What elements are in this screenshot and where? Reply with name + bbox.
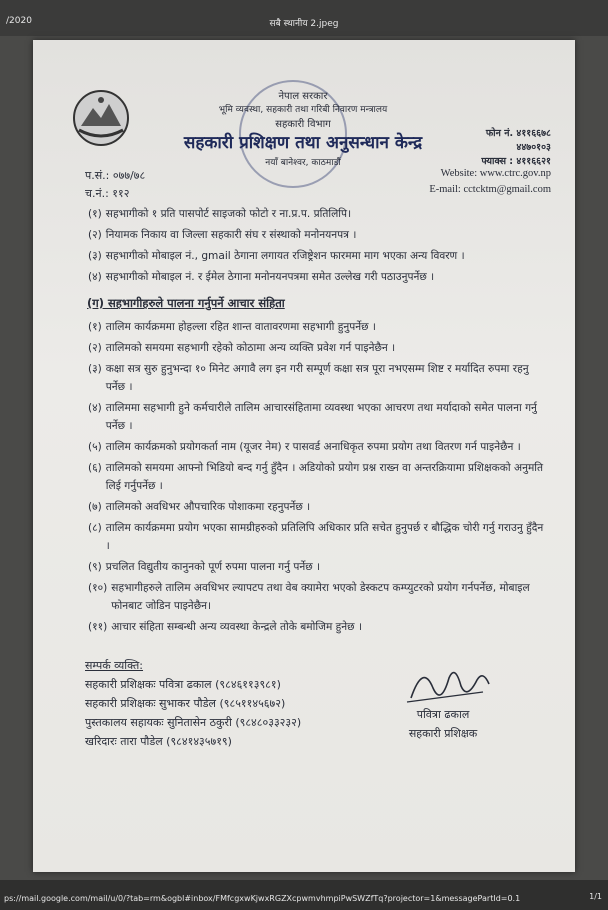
signature-icon — [403, 658, 493, 708]
email: E-mail: cctcktm@gmail.com — [429, 184, 551, 195]
list-item: (७) तालिमको अवधिभर औपचारिक पोशाकमा रहनुपर्नेछ । — [88, 501, 311, 513]
org-title: सहकारी प्रशिक्षण तथा अनुसन्धान केन्द्र — [183, 133, 423, 153]
viewer-date: /2020 — [6, 16, 32, 26]
signatory-title: सहकारी प्रशिक्षक — [408, 727, 478, 740]
phone-2: ४४७०१०३ — [516, 142, 551, 153]
list-item: (२) तालिमको समयमा सहभागी रहेको कोठामा अन्य व्यक्ति प्रवेश गर्न पाइनेछैन । — [88, 342, 396, 354]
ministry-name: भूमि व्यवस्था, सहकारी तथा गरिबी निवारण मन्त्रालय — [218, 105, 388, 115]
list-item: (६) तालिमको समयमा आफ्नो भिडियो बन्द गर्नु हुँदैन । अडियोको प्रयोग प्रश्न राख्न वा अन्तरक्रियामा प्रशिक्षकको अनुमति लिई गर्नुपर्नेछ । — [88, 462, 544, 492]
contact-line: खरिदारः तारा पौडेल (९८४१४३५७१९) — [85, 735, 232, 748]
requirements-list — [88, 205, 550, 289]
contact-line: सहकारी प्रशिक्षकः पवित्रा ढकाल (९८४६११३९८१) — [85, 678, 281, 691]
list-item: (४) तालिममा सहभागी हुने कर्मचारीले तालिम आचारसंहितामा व्यवस्था भएका आचरण तथा मर्यादाको समेत पालना गर्नु पर्नेछ । — [88, 402, 537, 432]
list-item: (१) सहभागीको १ प्रति पासपोर्ट साइजको फोटो र ना.प्र.प. प्रतिलिपि। — [88, 208, 352, 220]
list-item: (१) तालिम कार्यक्रममा होहल्ला रहित शान्त वातावरणमा सहभागी हुनुपर्नेछ । — [88, 321, 376, 333]
list-item: (९) प्रचलित विद्युतीय कानुनको पूर्ण रुपमा पालना गर्नु पर्नेछ । — [88, 561, 321, 573]
contact-line: सहकारी प्रशिक्षकः सुभाकर पौडेल (९८५११४५६७२) — [85, 697, 286, 710]
list-item: (४) सहभागीको मोबाइल नं. र ईमेल ठेगाना मनोनयनपत्रमा समेत उल्लेख गरी पठाउनुपर्नेछ । — [88, 271, 435, 283]
list-item: (८) तालिम कार्यक्रममा प्रयोग भएका सामग्रीहरुको प्रतिलिपि अधिकार प्रति सचेत हुनुपर्छ र बौद्धिक चोरी गर्नु गराउनु हुँदैन । — [88, 522, 544, 552]
source-url: ps://mail.google.com/mail/u/0/?tab=rm&ogbl#inbox/FMfcgxwKjwxRGZXcpwmvhmpiPwSWZfTq?projector=1&messagePartId=0.1 — [4, 894, 521, 903]
contact-line: पुस्तकालय सहायकः सुनितासेन ठकुरी (९८४८०३३२३२) — [85, 716, 302, 729]
viewer-filename: सबै स्थानीय 2.jpeg — [269, 19, 339, 29]
nepal-emblem-icon — [71, 88, 131, 148]
website: Website: www.ctrc.gov.np — [440, 168, 551, 179]
viewer-bottom-bar — [0, 880, 608, 910]
chalani-number: च.नं.: ११२ — [85, 187, 130, 200]
list-item: (५) तालिम कार्यक्रमको प्रयोगकर्ता नाम (यूजर नेम) र पासवर्ड अनाधिकृत रुपमा प्रयोग तथा वितरण गर्न पाइनेछैन । — [88, 441, 521, 453]
list-item: (१०) सहभागीहरुले तालिम अवधिभर ल्यापटप तथा वेब क्यामेरा भएको डेस्कटप कम्प्युटरको प्रयोग गर्नपर्नेछ, मोबाइल फोनबाट जोडिन पाइनेछैन। — [88, 582, 530, 612]
code-of-conduct-list — [88, 318, 550, 639]
section-heading: (ग) सहभागीहरुले पालना गर्नुपर्ने आचार संहिता — [87, 296, 285, 310]
viewer-top-bar — [0, 0, 608, 36]
patra-sankhya: प.सं.: ०७७/७८ — [85, 169, 146, 182]
phone: फोन नं. ४११६६७८ — [485, 128, 551, 139]
department-name: सहकारी विभाग — [275, 119, 331, 130]
list-item: (२) नियामक निकाय वा जिल्ला सहकारी संघ र संस्थाको मनोनयनपत्र । — [88, 229, 357, 241]
signatory-name: पवित्रा ढकाल — [416, 708, 470, 721]
document-page — [33, 40, 575, 872]
list-item: (३) सहभागीको मोबाइल नं., gmail ठेगाना लगायत रजिष्ट्रेशन फारममा माग भएका अन्य विवरण । — [88, 250, 465, 262]
contacts-title: सम्पर्क व्यक्ति: — [85, 659, 144, 672]
org-address: नयाँ बानेश्वर, काठमाडौं — [265, 158, 341, 168]
list-item: (३) कक्षा सत्र सुरु हुनुभन्दा १० मिनेट अगावै लग इन गरी सम्पूर्ण कक्षा सत्र पूरा नभएसम्म शिष्ट र मर्यादित रुपमा रहनु पर्नेछ । — [88, 363, 529, 393]
list-item: (११) आचार संहिता सम्बन्धी अन्य व्यवस्था केन्द्रले तोके बमोजिम हुनेछ । — [88, 621, 362, 633]
fax: फ्याक्स : ४११६६२१ — [481, 156, 551, 167]
page-indicator: 1/1 — [589, 892, 602, 901]
govt-name: नेपाल सरकार — [278, 91, 328, 102]
